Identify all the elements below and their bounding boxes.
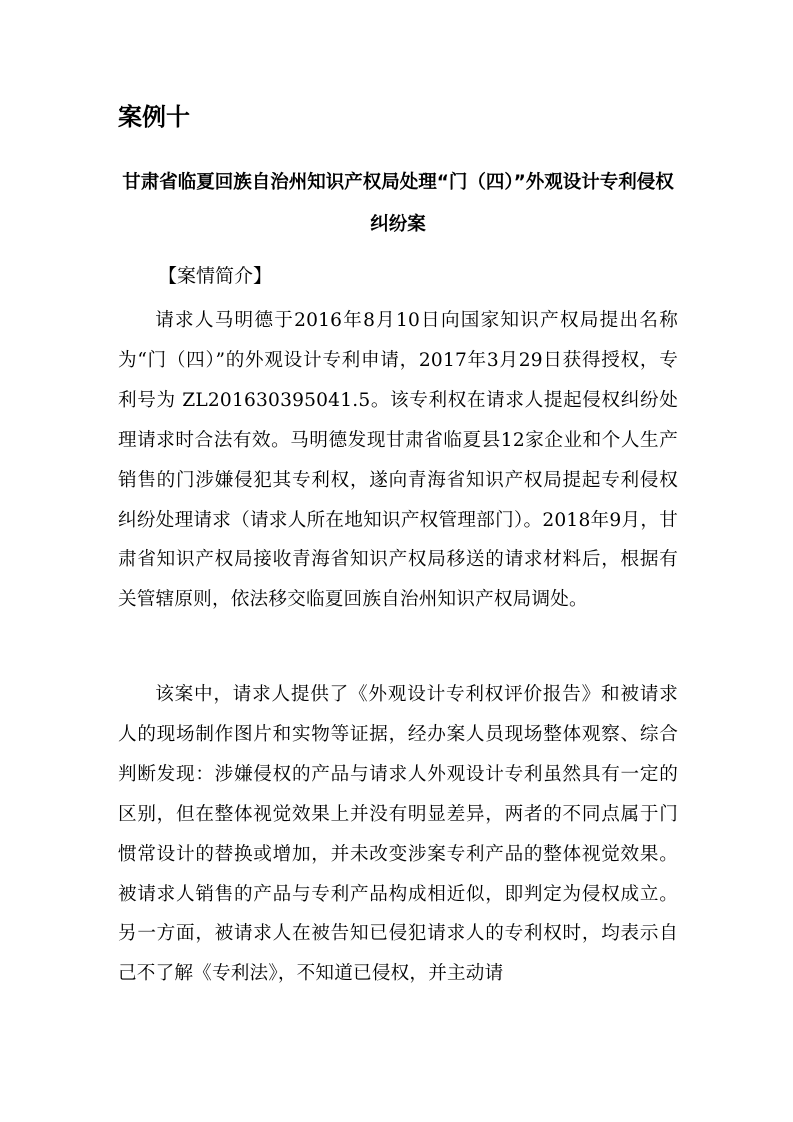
case-title: 甘肃省临夏回族自治州知识产权局处理“门（四）”外观设计专利侵权纠纷案 [122, 172, 674, 235]
case-label: 案例十 [118, 103, 190, 131]
paragraph-2: 该案中，请求人提供了《外观设计专利权评价报告》和被请求人的现场制作图片和实物等证据，经办案人员现场整体观察、综合判断发现：涉嫌侵权的产品与请求人外观设计专利虽然具有一定的区别，但在整体视觉效果上并没有明显差异，两者的不同点属于门惯常设计的替换或增加，并未改变涉案专利产品的整体视觉效果。被请求人销售的产品与专利产品构成相近似，即判定为侵权成立。另一方面，被请求人在被告知已侵犯请求人的专利权时，均表示自己不了解《专利法》，不知道已侵权，并主动请 [118, 684, 678, 985]
paragraph-1: 请求人马明德于2016年8月10日向国家知识产权局提出名称为“门（四）”的外观设计专利申请，2017年3月29日获得授权，专利号为 ZL201630395041.5。该专利权在请求人提起侵权纠纷处理请求时合法有效。马明德发现甘肃省临夏县12家企业和个人生产销售的门涉嫌侵犯其专利权，遂向青海省知识产权局提起专利侵权纠纷处理请求（请求人所在地知识产权管理部门）。2018年9月，甘肃省知识产权局接收青海省知识产权局移送的请求材料后，根据有关管辖原则，依法移交临夏回族自治州知识产权局调处。 [118, 310, 678, 611]
section-heading: 【案情简介】 [158, 265, 273, 287]
